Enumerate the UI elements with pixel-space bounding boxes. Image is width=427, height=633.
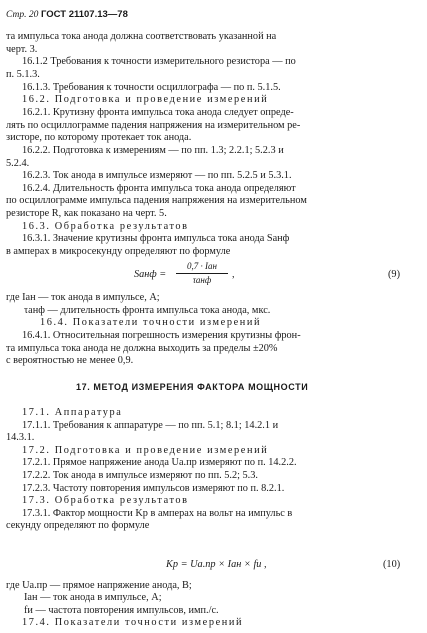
text-line: где Uа.пр — прямое напряжение анода, В; [6,580,192,591]
text-line: fи — частота повторения импульсов, имп./с. [24,604,219,616]
text-line: 16.2.4. Длительность фронта импульса тока анода определяют [22,182,296,194]
standard-id: ГОСТ 21107.13—78 [40,9,128,20]
text-line: 17.3. Обработка результатов [22,495,189,507]
page-header [6,8,128,22]
formula-9-fraction-bar [176,273,228,274]
text-line: 17.3.1. Фактор мощности Kp в амперах на вольт на импульс в [22,507,293,519]
text-line: 14.3.1. [6,432,35,444]
text-line: секунду определяют по формуле [6,520,150,532]
text-line: 5.2.4. [6,157,30,169]
text-line: τанф — длительность фронта импульса тока анода, мкс. [24,304,271,316]
formula-9-number: (9) [388,269,401,280]
text-line: Iан — ток анода в импульсе, А; [24,592,162,604]
page-number: Стр. 20 [6,10,39,20]
text-line: в амперах в микросекунду определяют по формуле [6,246,231,258]
formula-9-lhs: Sанф = [134,269,167,280]
text-line: по осциллограмме импульса падения напряжения на измерительном [6,195,307,207]
text-line: 16.2.2. Подготовка к измерениям — по пп. 1.3; 2.2.1; 5.2.3 и [22,144,284,156]
text-line: 17.2.2. Ток анода в импульсе измеряют по пп. 5.2; 5.3. [22,470,258,481]
text-line: 17.1.1. Требования к аппаратуре — по пп. 5.1; 8.1; 14.2.1 и [22,419,279,431]
formula-9-denominator: τанф [192,275,212,285]
text-line: зисторе, по которому протекает ток анода. [6,132,192,144]
formula-9-numerator: 0,7 · Iан [187,261,217,271]
text-line: 16.4. Показатели точности измерений [40,317,262,329]
text-line: 17.1. Аппаратура [22,407,123,418]
text-line: 16.2.3. Ток анода в импульсе измеряют — по пп. 5.2.5 и 5.3.1. [22,170,292,182]
section-17-heading: 17. МЕТОД ИЗМЕРЕНИЯ ФАКТОРА МОЩНОСТИ [76,382,309,392]
text-line: 16.4.1. Относительная погрешность измерения крутизны фрон- [22,329,301,341]
text-line: та импульса тока анода не должна выходить за пределы ±20% [6,342,278,354]
text-line: 16.3.1. Значение крутизны фронта импульса тока анода Sанф [22,233,290,245]
text-line: 17.2.1. Прямое напряжение анода Uа.пр измеряют по п. 14.2.2. [22,457,297,469]
formula-10-number: (10) [383,559,401,570]
text-line: 16.3. Обработка результатов [22,220,189,232]
text-line: лять по осциллограмме падения напряжения на измерительном ре- [6,119,301,131]
text-line: 16.1.3. Требования к точности осциллографа — по п. 5.1.5. [22,81,281,93]
text-line: 16.1.2 Требования к точности измерительного резистора — по [22,56,296,68]
text-line: с вероятностью не менее 0,9. [6,355,134,367]
text-line: та импульса тока анода должна соответствовать указанной на [6,31,277,42]
text-line: 16.2. Подготовка и проведение измерений [22,94,269,106]
text-line: резисторе R, как показано на черт. 5. [6,208,167,220]
text-line: черт. 3. [6,43,38,55]
text-line: 17.2. Подготовка и проведение измерений [22,444,269,456]
text-line: 17.4. Показатели точности измерений [22,617,244,629]
formula-10-expr: Kp = Uа.пр × Iан × fи , [166,559,267,570]
text-line: где Iан — ток анода в импульсе, А; [6,292,160,303]
text-line: п. 5.1.3. [6,68,40,80]
text-line: 17.2.3. Частоту повторения импульсов измеряют по п. 8.2.1. [22,482,285,494]
text-line: 16.2.1. Крутизну фронта импульса тока анода следует опреде- [22,106,294,118]
formula-9-tail: , [232,269,235,280]
